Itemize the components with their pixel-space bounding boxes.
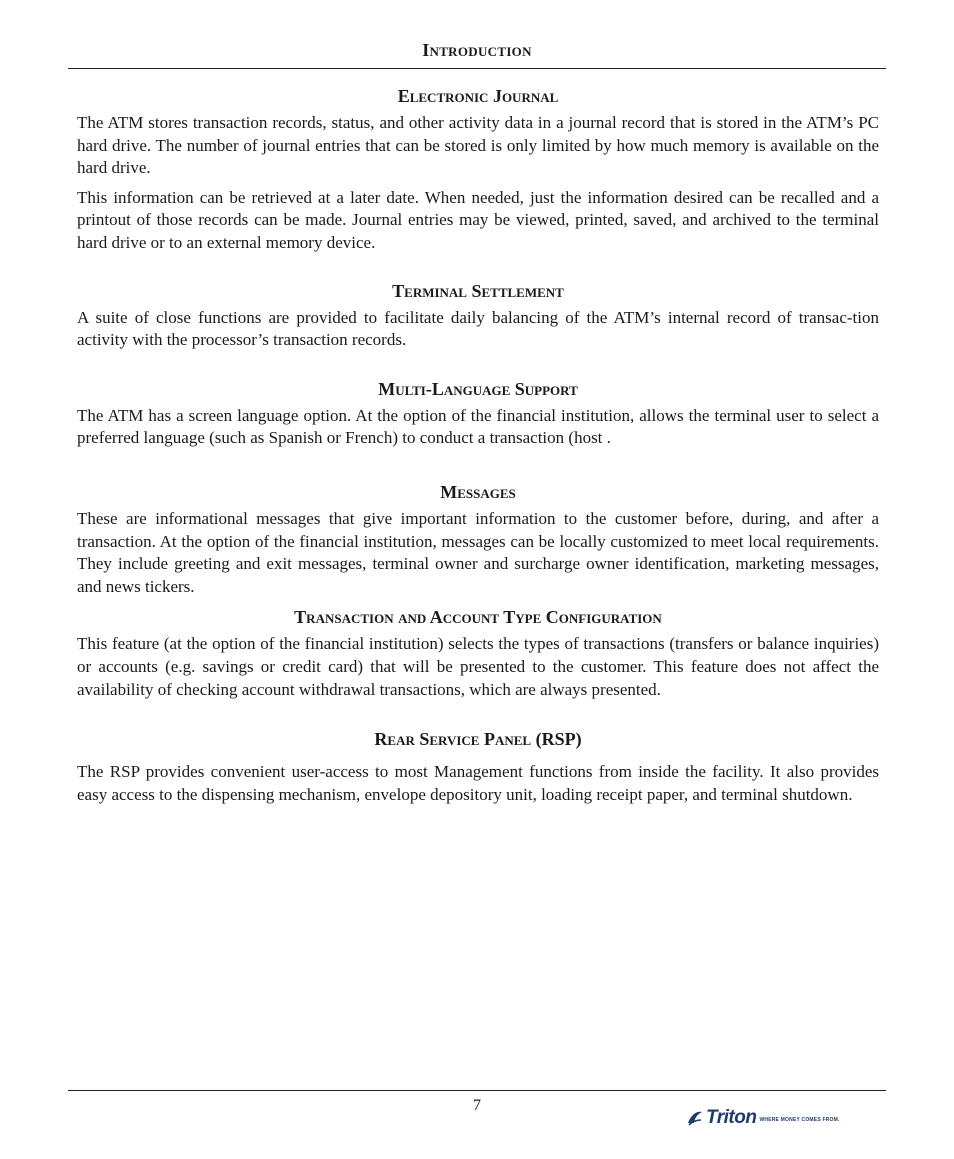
page-content bbox=[77, 84, 879, 813]
section-paragraph: The RSP provides convenient user-access to most Management functions from inside the facility. It also provides easy access to the dispensing mechanism, envelope depository unit, loading receipt paper, and terminal shutdown. bbox=[77, 762, 879, 804]
section-electronic-journal bbox=[77, 84, 879, 255]
section-heading: Terminal Settlement bbox=[392, 280, 564, 301]
section-rear-service-panel bbox=[77, 727, 879, 806]
section-heading: Transaction and Account Type Configuration bbox=[294, 607, 662, 628]
page-header: Introduction bbox=[422, 40, 532, 60]
section-heading: Electronic Journal bbox=[397, 86, 559, 106]
section-paragraph: This information can be retrieved at a later date. When needed, just the information desired can be recalled and a printout of those records can be made. Journal entries may be viewed, printed, saved, and archived to the terminal hard drive or to an external memory device. bbox=[77, 187, 879, 252]
section-paragraph: These are informational messages that give important information to the customer before, during, and after a transaction. At the option of the financial institution, messages can be locally customized to meet local requirements. They include greeting and exit messages, terminal owner and surcharge owner identification, marketing messages, and news tickers. bbox=[77, 508, 879, 596]
section-heading: Messages bbox=[440, 481, 516, 502]
section-transaction-account-type-configuration bbox=[77, 605, 879, 701]
header-rule bbox=[68, 68, 886, 69]
triton-logo bbox=[686, 1107, 840, 1129]
section-paragraph: The ATM stores transaction records, status, and other activity data in a journal record that is stored in the ATM’s PC hard drive. The number of journal entries that can be stored is only limited by how much memory is available on the hard drive. bbox=[77, 113, 879, 178]
triton-swoosh-icon bbox=[686, 1109, 704, 1127]
section-messages bbox=[77, 480, 879, 598]
logo-tagline: WHERE MONEY COMES FROM. bbox=[759, 1117, 840, 1123]
section-terminal-settlement bbox=[77, 279, 879, 352]
section-paragraph: This feature (at the option of the financial institution) selects the types of transactions (transfers or balance inquiries) or accounts (e.g. savings or credit card) that will be presented to the customer. This feature does not affect the availability of checking account withdrawal transactions, which are always presented. bbox=[77, 634, 879, 699]
section-heading: Rear Service Panel (RSP) bbox=[374, 729, 582, 750]
section-multi-language-support bbox=[77, 377, 879, 450]
section-paragraph: The ATM has a screen language option. At the option of the financial institution, allows the terminal user to select a preferred language (such as Spanish or French) to conduct a transaction (host . bbox=[77, 405, 879, 448]
footer-rule bbox=[68, 1090, 886, 1091]
page-number: 7 bbox=[473, 1097, 481, 1114]
section-heading: Multi-Language Support bbox=[378, 378, 578, 399]
section-paragraph: A suite of close functions are provided to facilitate daily balancing of the ATM’s internal record of transac-tion activity with the processor’s transaction records. bbox=[77, 307, 879, 350]
logo-name: Triton bbox=[706, 1107, 757, 1128]
